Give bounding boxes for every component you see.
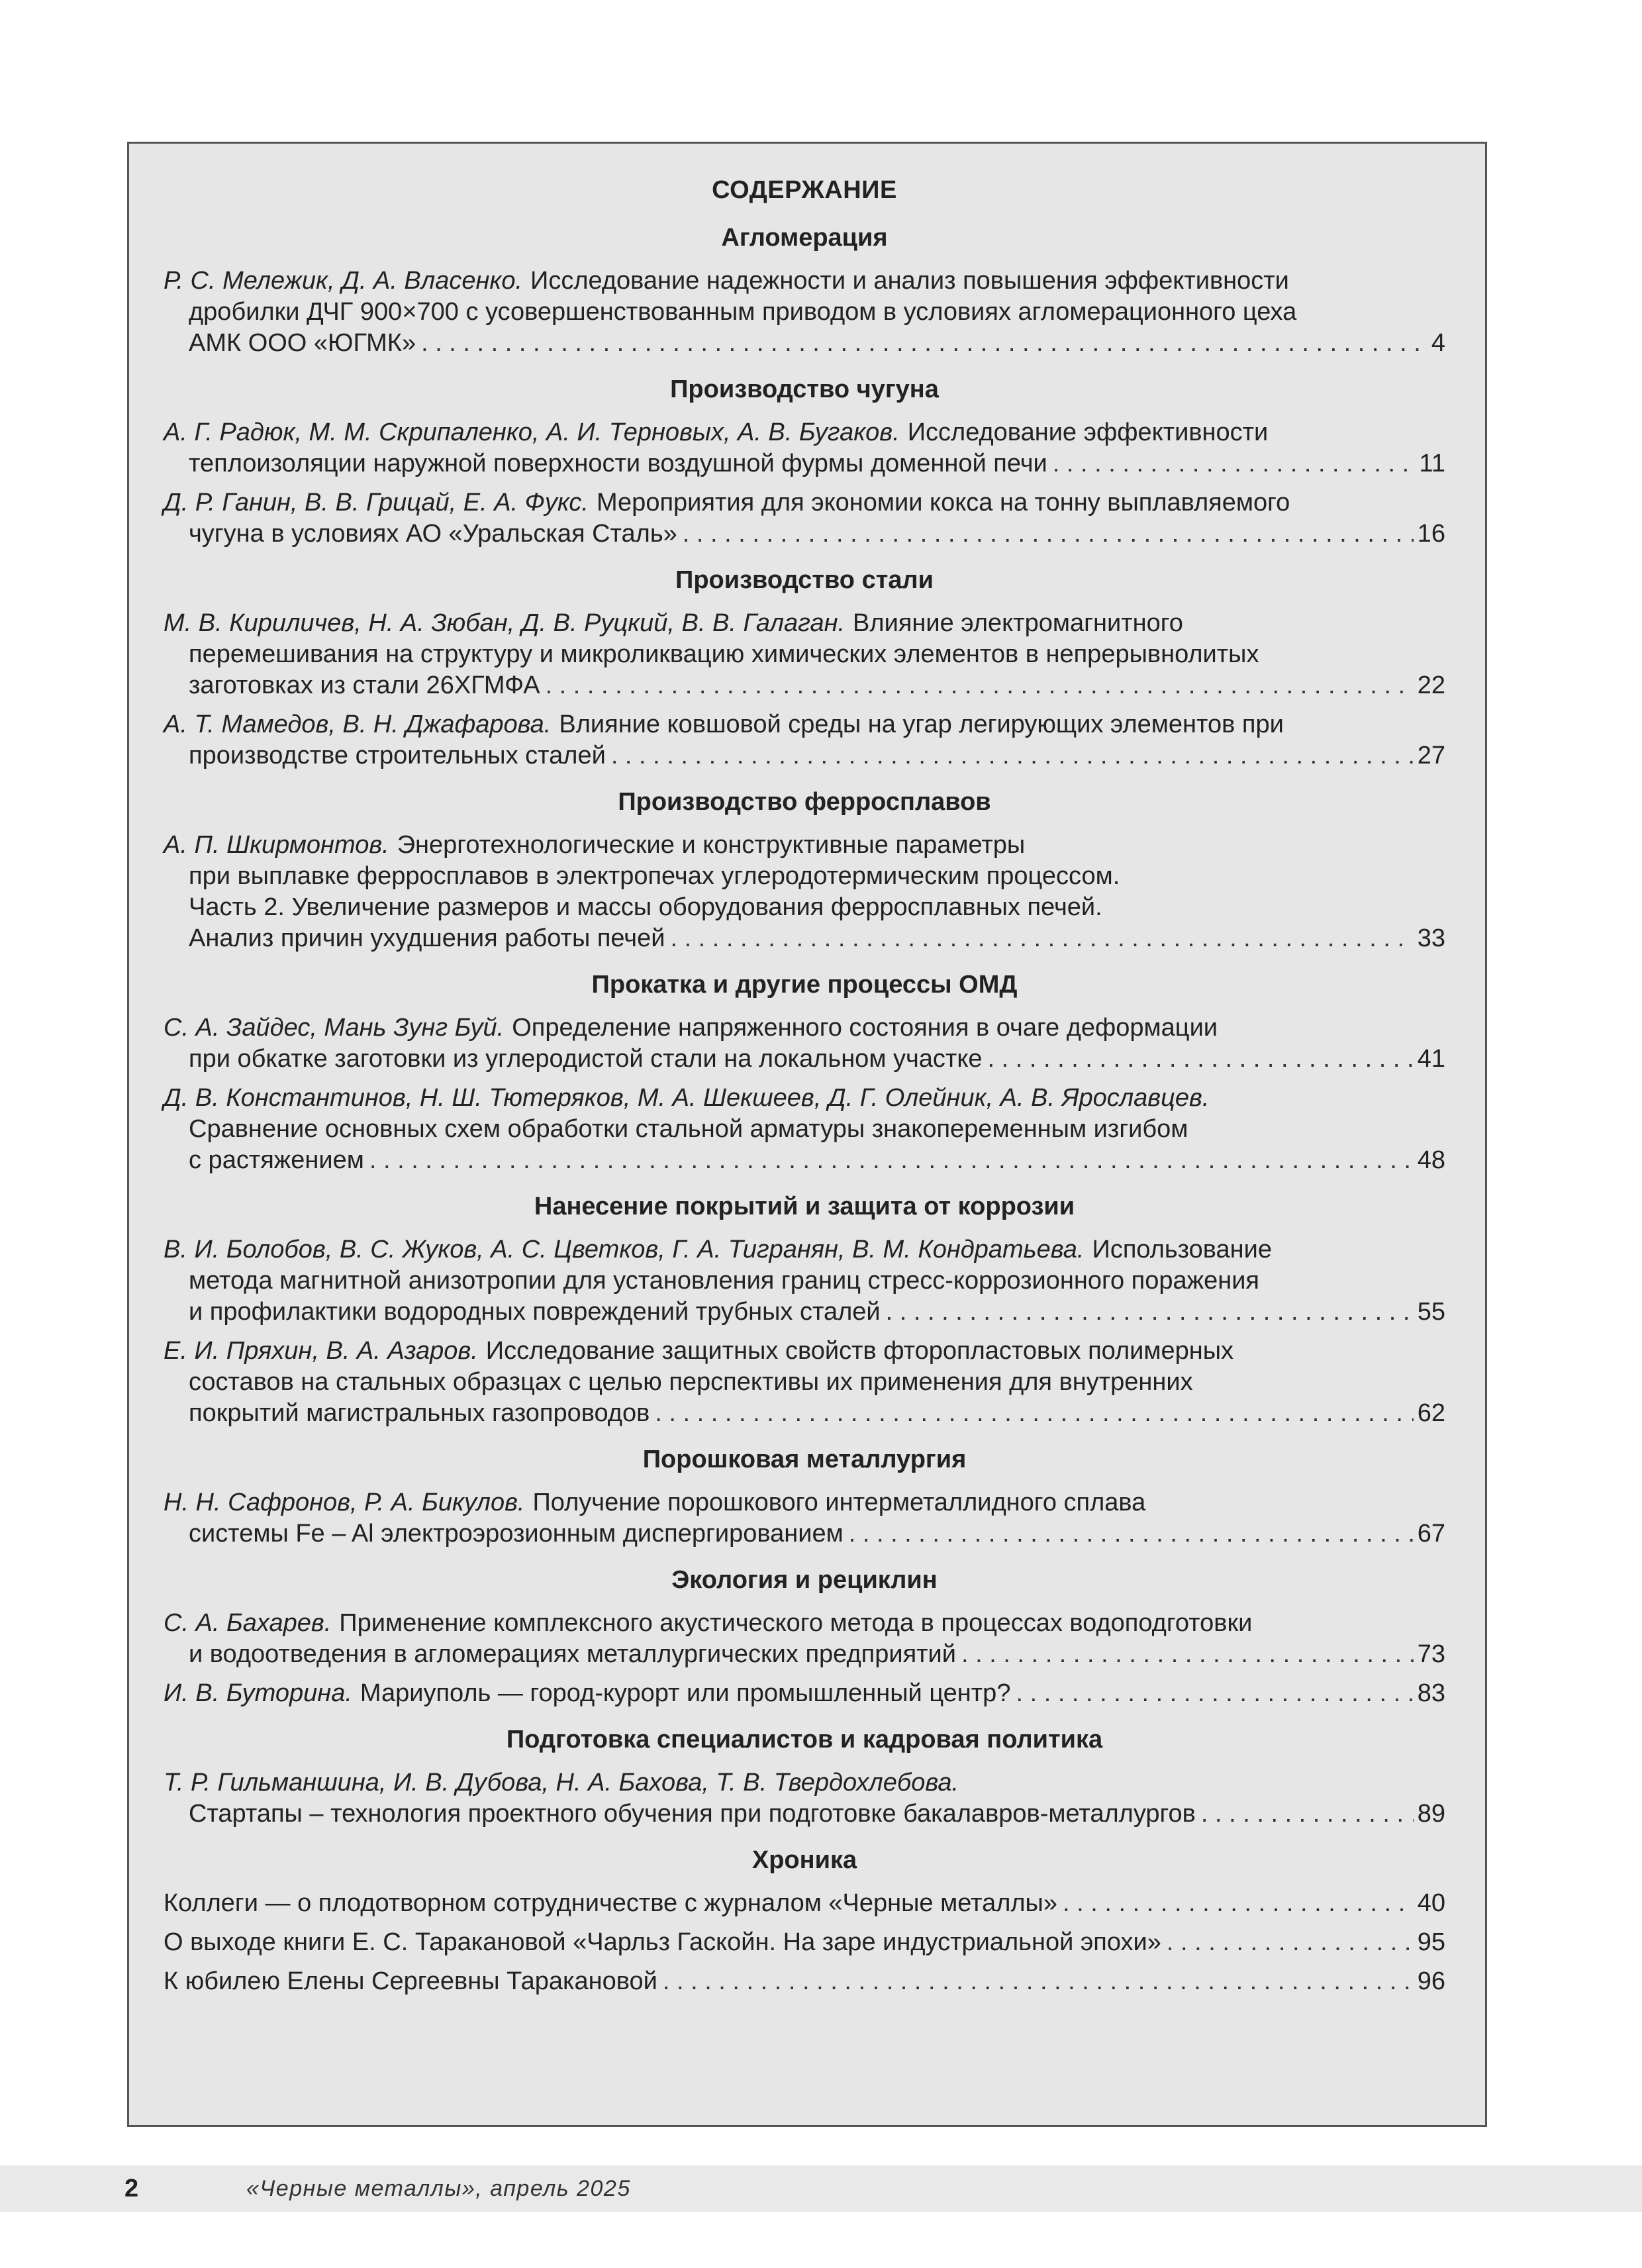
section-heading: Хроника — [751, 1846, 857, 1874]
entry-title-text: Использование — [1092, 1236, 1273, 1263]
section-heading: Подготовка специалистов и кадровая политика — [506, 1726, 1103, 1753]
entry-page-number[interactable]: 48 — [1417, 1146, 1445, 1174]
toc-entry[interactable] — [164, 1336, 1445, 1429]
entry-page-number[interactable]: 33 — [1417, 924, 1445, 952]
entry-title-text: чугуна в условиях АО «Уральская Сталь» — [189, 520, 677, 548]
entry-line — [164, 639, 1445, 670]
entry-authors: Р. С. Мележик, Д. А. Власенко. — [164, 267, 523, 295]
entry-title-text: Мариуполь — город-курорт или промышленный центр? — [360, 1679, 1011, 1707]
dot-leader — [849, 1518, 1414, 1550]
toc-section — [164, 1724, 1445, 1830]
entry-line — [164, 1888, 1445, 1919]
dot-leader — [663, 1966, 1414, 1997]
toc-section — [164, 786, 1445, 954]
toc-entry[interactable] — [164, 1678, 1445, 1709]
entry-line — [164, 923, 1445, 954]
section-heading: Порошковая металлургия — [642, 1446, 967, 1473]
entry-line — [164, 1518, 1445, 1550]
toc-entry[interactable] — [164, 1966, 1445, 1997]
entry-title-text: системы Fe – Al электроэрозионным диспергированием — [189, 1520, 844, 1548]
dot-leader — [421, 328, 1427, 359]
entry-title-text: Анализ причин ухудшения работы печей — [189, 924, 665, 952]
entry-title-text: Коллеги — о плодотворном сотрудничестве с журналом «Черные металлы» — [164, 1889, 1058, 1917]
toc-entry[interactable] — [164, 1767, 1445, 1830]
entry-page-number[interactable]: 67 — [1417, 1520, 1445, 1548]
toc-entry[interactable] — [164, 1012, 1445, 1075]
entry-title-text: Влияние электромагнитного — [853, 609, 1183, 637]
entry-title-text: при обкатке заготовки из углеродистой стали на локальном участке — [189, 1045, 983, 1073]
dot-leader — [961, 1639, 1414, 1670]
entry-title-text: К юбилею Елены Сергеевны Таракановой — [164, 1967, 657, 1995]
entry-title-text: с растяжением — [189, 1146, 364, 1174]
entry-line — [164, 1336, 1445, 1367]
entry-title-text: составов на стальных образцах с целью перспективы их применения для внутренних — [189, 1368, 1193, 1396]
entry-page-number[interactable]: 41 — [1417, 1045, 1445, 1073]
entry-line — [164, 1487, 1445, 1518]
toc-section — [164, 1444, 1445, 1550]
toc-section — [164, 1191, 1445, 1429]
footer-page-number: 2 — [124, 2175, 139, 2202]
dot-leader — [1063, 1888, 1414, 1919]
entry-page-number[interactable]: 55 — [1417, 1298, 1445, 1326]
entry-page-number[interactable]: 4 — [1431, 329, 1445, 357]
toc-entry[interactable] — [164, 830, 1445, 954]
toc-section — [164, 1564, 1445, 1709]
dot-leader — [670, 923, 1413, 954]
entry-page-number[interactable]: 89 — [1417, 1800, 1445, 1828]
toc-entry[interactable] — [164, 417, 1445, 479]
entry-line — [164, 1145, 1445, 1176]
entry-line — [164, 266, 1445, 297]
section-heading: Прокатка и другие процессы ОМД — [591, 971, 1018, 999]
entry-title-text: АМК ООО «ЮГМК» — [189, 329, 416, 357]
entry-authors: С. А. Бахарев. — [164, 1609, 332, 1637]
entry-title-text: Часть 2. Увеличение размеров и массы оборудования ферросплавных печей. — [189, 893, 1102, 921]
entry-title-text: заготовках из стали 26ХГМФА — [189, 671, 540, 699]
entry-title-text: перемешивания на структуру и микроликвацию химических элементов в непрерывнолитых — [189, 640, 1259, 668]
entry-title-text: Энерготехнологические и конструктивные параметры — [397, 831, 1026, 859]
entry-line — [164, 1608, 1445, 1639]
entry-title-text: Применение комплексного акустического метода в процессах водоподготовки — [339, 1609, 1253, 1637]
toc-entry[interactable] — [164, 1487, 1445, 1550]
entry-authors: А. П. Шкирмонтов. — [164, 831, 389, 859]
toc-title: СОДЕРЖАНИЕ — [712, 176, 897, 204]
dot-leader — [1053, 448, 1416, 479]
entry-title-text: метода магнитной анизотропии для установления границ стресс-коррозионного поражения — [189, 1267, 1260, 1295]
entry-title-text: Сравнение основных схем обработки стальной арматуры знакопеременным изгибом — [189, 1115, 1188, 1143]
toc-section — [164, 564, 1445, 771]
entry-line — [164, 892, 1445, 923]
entry-line — [164, 1044, 1445, 1075]
section-heading: Нанесение покрытий и защита от коррозии — [534, 1193, 1075, 1220]
entry-line — [164, 1767, 1445, 1799]
entry-line — [164, 1367, 1445, 1398]
section-heading: Экология и рециклин — [671, 1566, 938, 1594]
entry-line — [164, 297, 1445, 328]
toc-entry[interactable] — [164, 1927, 1445, 1958]
toc-entry[interactable] — [164, 608, 1445, 701]
entry-line — [164, 670, 1445, 701]
toc-entry[interactable] — [164, 487, 1445, 550]
entry-authors: В. И. Болобов, В. С. Жуков, А. С. Цветков, Г. А. Тигранян, В. М. Кондратьева. — [164, 1236, 1085, 1263]
section-heading: Агломерация — [721, 224, 888, 252]
dot-leader — [611, 740, 1414, 771]
toc-entry[interactable] — [164, 1083, 1445, 1176]
entry-title-text: Исследование надежности и анализ повышения эффективности — [530, 267, 1289, 295]
dot-leader — [369, 1145, 1414, 1176]
entry-title-text: Исследование эффективности — [907, 419, 1269, 446]
entry-line — [164, 1297, 1445, 1328]
entry-authors: Е. И. Пряхин, В. А. Азаров. — [164, 1337, 478, 1365]
entry-line — [164, 861, 1445, 892]
entry-authors: Т. Р. Гильманшина, И. В. Дубова, Н. А. Бахова, Т. В. Твердохлебова. — [164, 1769, 959, 1797]
entry-page-number[interactable]: 83 — [1417, 1679, 1445, 1707]
entry-authors: М. В. Кириличев, Н. А. Зюбан, Д. В. Руцкий, В. В. Галаган. — [164, 609, 845, 637]
section-heading: Производство стали — [675, 566, 934, 594]
toc-section — [164, 969, 1445, 1176]
entry-title-text: производстве строительных сталей — [189, 742, 606, 769]
entry-authors: Д. В. Константинов, Н. Ш. Тютеряков, М. А. Шекшеев, Д. Г. Олейник, А. В. Ярославцев. — [164, 1084, 1210, 1112]
dot-leader — [1201, 1799, 1414, 1830]
entry-line — [164, 740, 1445, 771]
entry-title-text: дробилки ДЧГ 900×700 с усовершенствованным приводом в условиях агломерационного цеха — [189, 298, 1297, 326]
entry-authors: А. Г. Радюк, М. М. Скрипаленко, А. И. Терновых, А. В. Бугаков. — [164, 419, 900, 446]
entry-title-text: покрытий магистральных газопроводов — [189, 1399, 650, 1427]
toc-section — [164, 222, 1445, 359]
toc-entry[interactable] — [164, 1234, 1445, 1328]
entry-authors: Д. Р. Ганин, В. В. Грицай, Е. А. Фукс. — [164, 489, 589, 517]
toc-sections — [164, 222, 1445, 1997]
toc-entry[interactable] — [164, 1608, 1445, 1670]
entry-line — [164, 1799, 1445, 1830]
entry-title-text: Получение порошкового интерметаллидного сплава — [532, 1489, 1146, 1516]
entry-page-number[interactable]: 40 — [1417, 1889, 1445, 1917]
entry-line — [164, 1234, 1445, 1265]
entry-title-text: Влияние ковшовой среды на угар легирующих элементов при — [559, 711, 1284, 738]
entry-page-number[interactable]: 11 — [1419, 450, 1445, 477]
entry-title-text: Определение напряженного состояния в очаге деформации — [512, 1014, 1218, 1042]
footer-journal-title: «Черные металлы», апрель 2025 — [246, 2176, 631, 2201]
entry-line — [164, 487, 1445, 518]
entry-line — [164, 1927, 1445, 1958]
dot-leader — [546, 670, 1414, 701]
entry-authors: Н. Н. Сафронов, Р. А. Бикулов. — [164, 1489, 525, 1516]
entry-line — [164, 1398, 1445, 1429]
entry-line — [164, 1966, 1445, 1997]
entry-title-text: Мероприятия для экономии кокса на тонну выплавляемого — [596, 489, 1290, 517]
toc-entry[interactable] — [164, 266, 1445, 359]
entry-line — [164, 1639, 1445, 1670]
toc-section — [164, 1844, 1445, 1997]
entry-line — [164, 608, 1445, 639]
entry-line — [164, 1678, 1445, 1709]
entry-page-number[interactable]: 27 — [1417, 742, 1445, 769]
entry-page-number[interactable]: 96 — [1417, 1967, 1445, 1995]
entry-page-number[interactable]: 16 — [1417, 520, 1445, 548]
entry-line — [164, 830, 1445, 861]
entry-line — [164, 1265, 1445, 1297]
entry-title-text: О выходе книги Е. С. Таракановой «Чарльз Гаскойн. На заре индустриальной эпохи» — [164, 1928, 1161, 1956]
entry-line — [164, 417, 1445, 448]
entry-title-text: Исследование защитных свойств фторопластовых полимерных — [485, 1337, 1234, 1365]
entry-line — [164, 328, 1445, 359]
entry-line — [164, 709, 1445, 740]
entry-title-text: Стартапы – технология проектного обучения при подготовке бакалавров-металлургов — [189, 1800, 1196, 1828]
entry-page-number[interactable]: 73 — [1417, 1640, 1445, 1668]
entry-authors: А. Т. Мамедов, В. Н. Джафарова. — [164, 711, 552, 738]
entry-line — [164, 1114, 1445, 1145]
dot-leader — [988, 1044, 1414, 1075]
toc-entry[interactable] — [164, 709, 1445, 771]
entry-authors: И. В. Буторина. — [164, 1679, 352, 1707]
dot-leader — [886, 1297, 1414, 1328]
entry-title-text: теплоизоляции наружной поверхности воздушной фурмы доменной печи — [189, 450, 1047, 477]
entry-title-text: и водоотведения в агломерациях металлургических предприятий — [189, 1640, 956, 1668]
dot-leader — [1167, 1927, 1414, 1958]
entry-page-number[interactable]: 95 — [1417, 1928, 1445, 1956]
entry-line — [164, 518, 1445, 550]
table-of-contents — [127, 142, 1487, 2127]
toc-entry[interactable] — [164, 1888, 1445, 1919]
toc-section — [164, 373, 1445, 550]
entry-title-text: при выплавке ферросплавов в электропечах углеродотермическим процессом. — [189, 862, 1120, 890]
entry-page-number[interactable]: 22 — [1417, 671, 1445, 699]
dot-leader — [655, 1398, 1413, 1429]
dot-leader — [1016, 1678, 1413, 1709]
entry-line — [164, 448, 1445, 479]
section-heading: Производство чугуна — [670, 375, 939, 403]
section-heading: Производство ферросплавов — [618, 788, 991, 816]
entry-title-text: и профилактики водородных повреждений трубных сталей — [189, 1298, 881, 1326]
entry-page-number[interactable]: 62 — [1417, 1399, 1445, 1427]
entry-authors: С. А. Зайдес, Мань Зунг Буй. — [164, 1014, 505, 1042]
entry-line — [164, 1083, 1445, 1114]
entry-line — [164, 1012, 1445, 1044]
dot-leader — [683, 518, 1414, 550]
